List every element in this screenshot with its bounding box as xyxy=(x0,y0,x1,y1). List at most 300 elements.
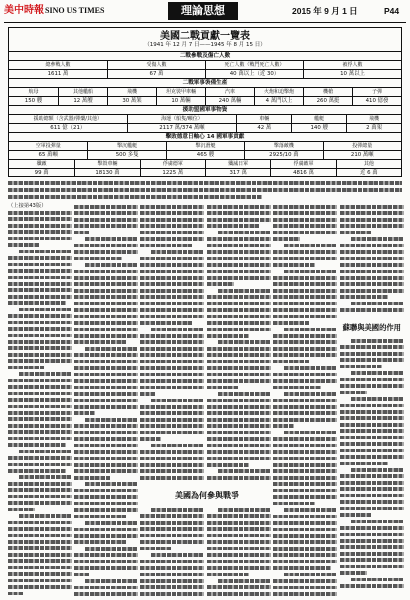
body-text-line xyxy=(284,244,337,248)
body-text-line xyxy=(340,231,372,235)
body-text-line xyxy=(273,418,337,422)
body-text-line xyxy=(207,514,271,518)
body-text-line xyxy=(8,463,72,467)
body-text-line xyxy=(218,469,271,473)
body-text-line xyxy=(273,502,315,506)
body-text-line xyxy=(74,302,138,306)
body-text-line xyxy=(19,475,72,479)
body-text-line xyxy=(140,579,204,583)
table-value-cell: 611 億（21） xyxy=(50,125,86,131)
body-text-line xyxy=(74,379,138,383)
body-text-line xyxy=(151,250,204,254)
table-value-cell: 317 萬 xyxy=(205,169,270,177)
body-text-line xyxy=(8,237,72,241)
brand-name-chinese: 美中時報 xyxy=(4,5,44,16)
body-text-line xyxy=(207,386,239,390)
table-header-cell: 空軍投彈量 xyxy=(35,143,61,149)
body-text-line xyxy=(207,437,271,441)
body-text-line xyxy=(8,211,72,215)
body-text-line xyxy=(151,444,204,448)
body-text-line xyxy=(273,482,337,486)
body-text-line xyxy=(284,573,337,577)
table-value-row xyxy=(9,96,401,105)
table-value-cell: 12 萬艘 xyxy=(58,97,107,105)
body-text-line xyxy=(340,378,404,382)
body-text-line xyxy=(140,289,204,293)
body-text-line xyxy=(207,211,271,215)
body-text-line xyxy=(273,547,337,551)
table-value-cell: 2 萬架 xyxy=(346,124,401,132)
table-header-cell: 火炮和迫擊炮 xyxy=(254,88,303,96)
body-text-line xyxy=(19,514,72,518)
body-text-line xyxy=(340,205,404,209)
body-text-line xyxy=(340,552,404,556)
body-text-line xyxy=(74,476,111,480)
body-text-line xyxy=(8,443,66,447)
body-text-line xyxy=(340,416,404,420)
body-text-line xyxy=(351,339,404,343)
body-text-line xyxy=(140,386,204,390)
body-text-line xyxy=(74,205,138,209)
body-text-line xyxy=(207,328,271,332)
body-text-line xyxy=(74,282,138,286)
body-text-line xyxy=(8,195,262,199)
table-header-cell: 海運（船隻/噸位） xyxy=(127,115,237,123)
body-text-line xyxy=(74,366,138,370)
body-text-line xyxy=(8,217,72,221)
body-text-line xyxy=(207,218,271,222)
body-text-line xyxy=(340,436,404,440)
table-header-cell: 被俘人數 xyxy=(303,61,401,69)
body-text-line xyxy=(273,437,337,441)
body-text-line xyxy=(207,373,271,377)
body-text-line xyxy=(151,553,204,557)
body-text-line xyxy=(207,315,271,319)
table-value-cell: 30 萬架 xyxy=(107,97,156,105)
table-header-cell: 子彈 xyxy=(352,88,401,96)
body-text-line xyxy=(140,534,204,538)
body-text-line xyxy=(74,373,138,377)
body-text-line xyxy=(140,334,204,338)
body-text-line xyxy=(340,507,404,511)
table-header-cell: 殲敵 xyxy=(36,161,47,167)
body-text-line xyxy=(8,508,35,512)
body-text-line xyxy=(273,276,337,280)
table-value-row xyxy=(9,150,401,159)
table-value-cell: 99 萬 xyxy=(34,170,49,176)
masthead-rule xyxy=(4,22,406,23)
section-label: 理論思想 xyxy=(168,2,238,20)
body-text-line xyxy=(218,231,271,235)
body-text-line xyxy=(140,211,204,215)
body-text-line xyxy=(207,250,271,254)
table-value-cell: 1225 萬 xyxy=(140,169,205,177)
body-text-line xyxy=(273,489,337,493)
body-text-line xyxy=(8,398,72,402)
article-subheading: 蘇聯與美國的作用 xyxy=(342,323,401,332)
body-text-line xyxy=(8,411,72,415)
body-text-line xyxy=(273,528,337,532)
body-text-line xyxy=(340,494,404,498)
body-text-line xyxy=(8,417,72,421)
table-header-cell: 俘虜德軍 xyxy=(140,160,205,168)
table-header-row xyxy=(9,159,401,168)
table-value-cell: 18130 萬 xyxy=(74,169,139,177)
body-text-line xyxy=(340,358,404,362)
table-value-cell: 近 6 萬 xyxy=(336,169,401,177)
body-text-line xyxy=(340,565,404,569)
body-text-line xyxy=(74,399,138,403)
body-text-line xyxy=(8,501,72,505)
body-text-line xyxy=(273,205,337,209)
body-text-line xyxy=(340,558,404,562)
body-text-line xyxy=(74,353,138,357)
body-text-line xyxy=(140,340,204,344)
body-text-line xyxy=(8,327,72,331)
body-text-line xyxy=(340,282,404,286)
body-text-line xyxy=(140,282,204,286)
body-text-line xyxy=(8,559,72,563)
body-text-line xyxy=(207,353,271,357)
body-text-line xyxy=(273,586,337,590)
body-text-line xyxy=(273,476,337,480)
table-value-cell: 10 萬以上 xyxy=(303,70,401,78)
body-text-line xyxy=(74,495,138,499)
body-text-line xyxy=(207,347,271,351)
table-header-cell: 擊毀車輛 xyxy=(74,160,139,168)
body-text-line xyxy=(74,586,138,590)
table-header-cell: 其他艦船 xyxy=(58,88,107,96)
body-text-line xyxy=(207,263,271,267)
body-text-line xyxy=(74,573,90,577)
body-text-line xyxy=(284,431,337,435)
body-text-line xyxy=(340,462,388,466)
body-text-line xyxy=(207,553,271,557)
body-text-line xyxy=(74,257,122,261)
body-text-line xyxy=(8,521,72,525)
body-text-line xyxy=(340,545,404,549)
table-header-row xyxy=(9,60,401,69)
body-text-line xyxy=(340,345,404,349)
body-text-line xyxy=(207,418,271,422)
body-text-line xyxy=(140,405,204,409)
body-text-line xyxy=(340,526,404,530)
table-subtitle: （1941 年 12 月 7 日——1945 年 8 月 15 日） xyxy=(144,42,266,48)
body-text-line xyxy=(207,366,271,370)
body-text-line xyxy=(207,534,271,538)
body-text-line xyxy=(8,321,72,325)
body-text-line xyxy=(273,289,337,293)
body-text-line xyxy=(8,456,72,460)
table-value-cell: 1611 萬 xyxy=(47,71,69,77)
table-header-cell: 援助總額（含武器/彈藥/其他） xyxy=(33,116,102,122)
body-text-line xyxy=(351,371,404,375)
body-text-line xyxy=(207,244,271,248)
body-text-line xyxy=(74,508,138,512)
body-text-line xyxy=(340,218,404,222)
body-text-line xyxy=(273,315,337,319)
body-text-line xyxy=(140,566,204,570)
table-header-row xyxy=(9,141,401,150)
body-text-line xyxy=(140,315,204,319)
body-text-line xyxy=(85,347,138,351)
body-text-line xyxy=(273,353,337,357)
body-text-line xyxy=(8,495,72,499)
body-text-line xyxy=(8,405,72,409)
body-text-line xyxy=(74,211,138,215)
body-text-line xyxy=(140,276,204,280)
table-header-cell: 投彈總量 xyxy=(323,142,401,150)
body-text-line xyxy=(8,572,72,576)
body-text-line xyxy=(74,386,138,390)
body-text-line xyxy=(140,392,156,396)
body-text-line xyxy=(273,231,337,235)
body-text-line xyxy=(340,244,404,248)
body-text-line xyxy=(8,534,72,538)
body-text-line xyxy=(140,379,204,383)
table-title: 美國二戰貢獻一覽表 xyxy=(160,31,250,42)
body-text-line xyxy=(8,540,72,544)
body-text-line xyxy=(74,540,127,544)
body-text-line xyxy=(340,539,404,543)
table-header-cell: 擊落敵機 xyxy=(244,142,322,150)
body-text-line xyxy=(140,514,204,518)
body-text-line xyxy=(273,521,337,525)
table-value-cell: 10 萬輛 xyxy=(156,97,205,105)
body-text-line xyxy=(273,263,315,267)
body-text-line xyxy=(340,455,404,459)
body-text-line xyxy=(284,508,337,512)
body-text-line xyxy=(207,450,271,454)
body-text-line xyxy=(207,308,271,312)
body-text-line xyxy=(85,263,138,267)
body-text-line xyxy=(207,592,271,596)
body-text-line xyxy=(273,553,337,557)
body-text-line xyxy=(140,457,204,461)
body-text-line xyxy=(273,560,337,564)
body-text-line xyxy=(140,257,204,261)
body-text-line xyxy=(340,250,404,254)
body-text-line xyxy=(340,289,404,293)
body-text-line xyxy=(273,579,337,583)
body-text-line xyxy=(218,289,271,293)
body-text-line xyxy=(8,392,72,396)
table-header-cell: 總參戰人數 xyxy=(45,62,71,68)
body-text-line xyxy=(351,468,404,472)
body-text-line xyxy=(74,308,138,312)
body-text-line xyxy=(207,276,271,280)
table-header-cell: 汽車 xyxy=(205,88,254,96)
body-text-line xyxy=(74,334,138,338)
table-header-cell: 飛機 xyxy=(107,88,156,96)
body-text-line xyxy=(8,353,72,357)
body-text-line xyxy=(140,231,204,235)
body-text-line xyxy=(273,218,337,222)
table-header-cell: 其他 xyxy=(336,160,401,168)
body-text-line xyxy=(74,592,138,596)
body-text-line xyxy=(74,489,138,493)
table-value-cell: 500 多隻 xyxy=(87,151,165,159)
body-text-line xyxy=(207,444,271,448)
body-text-line xyxy=(74,457,138,461)
body-text-line xyxy=(340,384,404,388)
body-text-line xyxy=(19,450,72,454)
body-text-line xyxy=(140,353,204,357)
body-text-line xyxy=(340,365,382,369)
body-text-line xyxy=(140,360,204,364)
body-text-line xyxy=(273,224,337,228)
body-text-line xyxy=(340,263,404,267)
table-value-cell: 260 萬挺 xyxy=(303,97,352,105)
body-text-line xyxy=(8,263,72,267)
table-value-cell: 40 萬以上（近 30） xyxy=(205,70,303,78)
body-text-line xyxy=(273,250,337,254)
body-text-line xyxy=(74,450,138,454)
body-text-line xyxy=(74,360,138,364)
body-text-line xyxy=(140,592,204,596)
body-text-line xyxy=(273,295,337,299)
body-text-line xyxy=(74,250,138,254)
body-text-line xyxy=(74,534,138,538)
body-text-line xyxy=(74,405,138,409)
table-header-cell: 受傷人數 xyxy=(107,61,205,69)
body-text-line xyxy=(207,321,271,325)
table-section-title: 擊敗德意日軸心 14 國軍事貢獻 xyxy=(165,134,245,140)
table-header-cell: 艦艇 xyxy=(291,115,346,123)
body-text-line xyxy=(340,257,404,261)
table-header-cell: 擊沉艦艇 xyxy=(87,142,165,150)
body-text-line xyxy=(140,302,204,306)
body-text-line xyxy=(273,334,337,338)
body-text-line xyxy=(273,379,337,383)
body-text-line xyxy=(340,513,372,517)
body-text-line xyxy=(273,405,337,409)
body-text-line xyxy=(140,366,204,370)
body-text-line xyxy=(8,282,72,286)
ww2-contribution-table xyxy=(8,27,402,177)
body-text-line xyxy=(340,352,404,356)
body-text-line xyxy=(207,399,271,403)
body-text-line xyxy=(140,205,204,209)
body-text-line xyxy=(85,521,138,525)
body-text-line xyxy=(74,315,138,319)
body-text-line xyxy=(140,295,204,299)
body-text-line xyxy=(207,295,271,299)
body-text-line xyxy=(8,276,72,280)
body-text-line xyxy=(140,585,204,589)
body-text-line xyxy=(85,482,138,486)
body-text-line xyxy=(207,547,271,551)
body-text-line xyxy=(74,424,138,428)
body-text-line xyxy=(8,188,402,192)
body-text-line xyxy=(273,237,300,241)
body-text-line xyxy=(140,270,204,274)
table-header-cell: 擊沉潛艇 xyxy=(166,142,244,150)
body-text-line xyxy=(8,181,402,185)
brand-name-english: SINO US TIMES xyxy=(45,6,105,15)
table-section-title: 援助盟國軍事物資 xyxy=(182,107,228,113)
body-text-line xyxy=(273,463,337,467)
body-text-line xyxy=(273,457,337,461)
table-value-cell: 140 艘 xyxy=(291,124,346,132)
table-value-cell: 4 萬門以上 xyxy=(254,97,303,105)
body-text-line xyxy=(140,244,193,248)
body-text-line xyxy=(207,302,271,306)
table-section-row xyxy=(9,132,401,141)
body-text-line xyxy=(340,404,404,408)
body-text-line xyxy=(340,211,404,215)
body-text-line xyxy=(8,488,72,492)
body-text-line xyxy=(8,314,72,318)
table-value-row xyxy=(9,168,401,177)
body-text-line xyxy=(74,392,138,396)
body-text-line xyxy=(74,431,138,435)
body-text-line xyxy=(140,224,204,228)
body-text-line xyxy=(273,540,337,544)
body-text-line xyxy=(273,211,337,215)
issue-date: 2015 年 9 月 1 日 xyxy=(292,6,358,16)
table-value-cell: 410 億發 xyxy=(352,97,401,105)
body-text-line xyxy=(284,270,337,274)
table-section-title: 二戰參戰及傷亡人數 xyxy=(179,53,231,59)
body-text-line xyxy=(74,244,138,248)
body-text-line xyxy=(218,579,271,583)
body-text-line xyxy=(8,230,72,234)
body-text-line xyxy=(74,411,95,415)
body-text-line xyxy=(207,521,271,525)
body-text-line xyxy=(273,321,310,325)
table-header-cell: 殲滅日軍 xyxy=(205,160,270,168)
body-text-line xyxy=(140,308,204,312)
body-text-line xyxy=(351,237,404,241)
body-text-line xyxy=(207,527,271,531)
table-header-row xyxy=(9,114,401,123)
body-text-line xyxy=(8,469,66,473)
body-text-line xyxy=(340,423,404,427)
body-text-line xyxy=(8,379,72,383)
body-text-line xyxy=(74,321,138,325)
body-text-line xyxy=(207,411,271,415)
table-value-cell: 4816 萬 xyxy=(270,169,335,177)
body-text-line xyxy=(340,295,388,299)
table-header-cell: 車輛 xyxy=(236,115,291,123)
body-text-line xyxy=(140,321,193,325)
body-text-line xyxy=(207,476,271,480)
table-value-cell: 2925/10 萬 xyxy=(244,151,322,159)
body-text-line xyxy=(8,366,45,370)
body-text-line xyxy=(351,397,404,401)
body-text-line xyxy=(273,308,337,312)
body-text-line xyxy=(8,385,72,389)
body-text-line xyxy=(340,270,404,274)
body-text-line xyxy=(74,566,138,570)
body-text-line xyxy=(8,256,72,260)
body-text-line xyxy=(273,444,337,448)
body-text-line xyxy=(8,424,72,428)
body-text-line xyxy=(273,566,331,570)
body-text-line xyxy=(273,373,337,377)
body-text-line xyxy=(351,520,404,524)
table-header-cell: 機槍 xyxy=(303,88,352,96)
body-text-line xyxy=(340,481,404,485)
body-text-line xyxy=(340,571,367,575)
body-text-line xyxy=(8,295,72,299)
table-value-row xyxy=(9,69,401,78)
body-text-line xyxy=(8,482,72,486)
masthead xyxy=(0,0,410,24)
body-text-line xyxy=(340,487,404,491)
body-text-line xyxy=(74,340,127,344)
